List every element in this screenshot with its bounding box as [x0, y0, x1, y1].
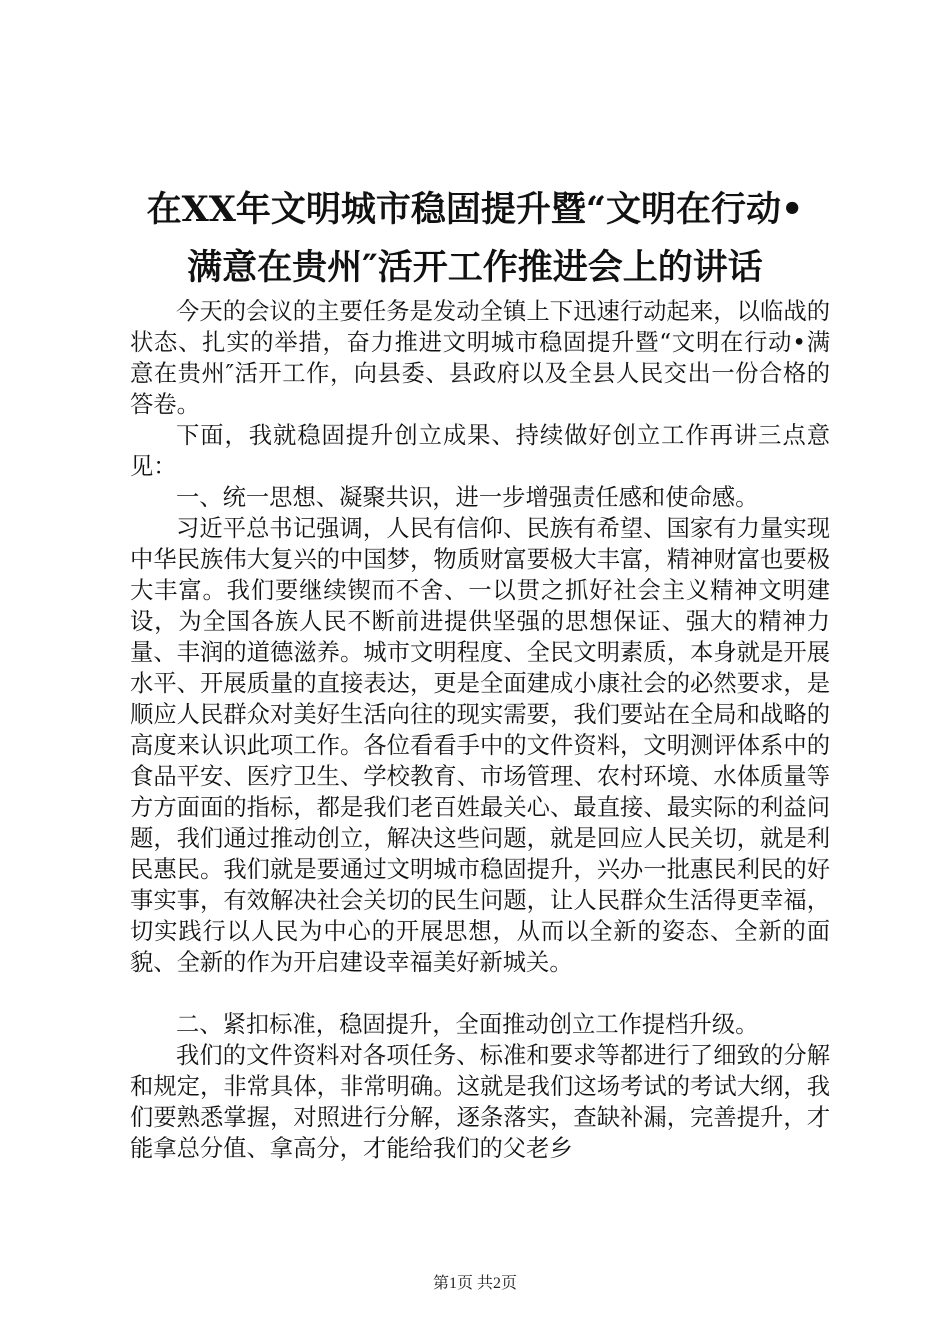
document-title-line-1: 在XX年文明城市稳固提升暨“文明在行动•	[146, 189, 804, 230]
paragraph-intro: 今天的会议的主要任务是发动全镇上下迅速行动起来，以临战的状态、扎实的举措，奋力推进文明城市稳固提升暨“文明在行动•满意在贵州″活开工作，向县委、县政府以及全县人民交出一份合格的答卷。	[130, 298, 830, 418]
paragraph-section-1: 习近平总书记强调，人民有信仰、民族有希望、国家有力量实现中华民族伟大复兴的中国梦，物质财富要极大丰富，精神财富也要极大丰富。我们要继续锲而不舍、一以贯之抓好社会主义精神文明建设，为全国各族人民不断前进提供坚强的思想保证、强大的精神力量、丰润的道德滋养。城市文明程度、全民文明素质，本身就是开展水平、开展质量的直接表达，更是全面建成小康社会的必然要求，是顺应人民群众对美好生活向往的现实需要，我们要站在全局和战略的高度来认识此项工作。各位看看手中的文件资料，文明测评体系中的食品平安、医疗卫生、学校教育、市场管理、农村环境、水体质量等方方面面的指标，都是我们老百姓最关心、最直接、最实际的利益问题，我们通过推动创立，解决这些问题，就是回应人民关切，就是利民惠民。我们就是要通过文明城市稳固提升，兴办一批惠民利民的好事实事，有效解决社会关切的民生问题，让人民群众生活得更幸福，切实践行以人民为中心的开展思想，从而以全新的姿态、全新的面貌、全新的作为开启建设幸福美好新城关。	[130, 515, 830, 976]
document-body	[130, 296, 830, 1164]
paragraph-section-2: 我们的文件资料对各项任务、标准和要求等都进行了细致的分解和规定，非常具体，非常明确。这就是我们这场考试的考试大纲，我们要熟悉掌握，对照进行分解，逐条落实，查缺补漏，完善提升，才能拿总分值、拿高分，才能给我们的父老乡	[130, 1042, 830, 1162]
section-heading-2: 二、紧扣标准，稳固提升，全面推动创立工作提档升级。	[176, 1011, 759, 1038]
page-footer: 第1页 共2页	[432, 1275, 517, 1292]
section-heading-1: 一、统一思想、凝聚共识，进一步增强责任感和使命感。	[176, 484, 759, 511]
paragraph-opinions: 下面，我就稳固提升创立成果、持续做好创立工作再讲三点意见：	[130, 422, 830, 480]
document-title-line-2: 满意在贵州″活开工作推进会上的讲话	[187, 247, 763, 288]
